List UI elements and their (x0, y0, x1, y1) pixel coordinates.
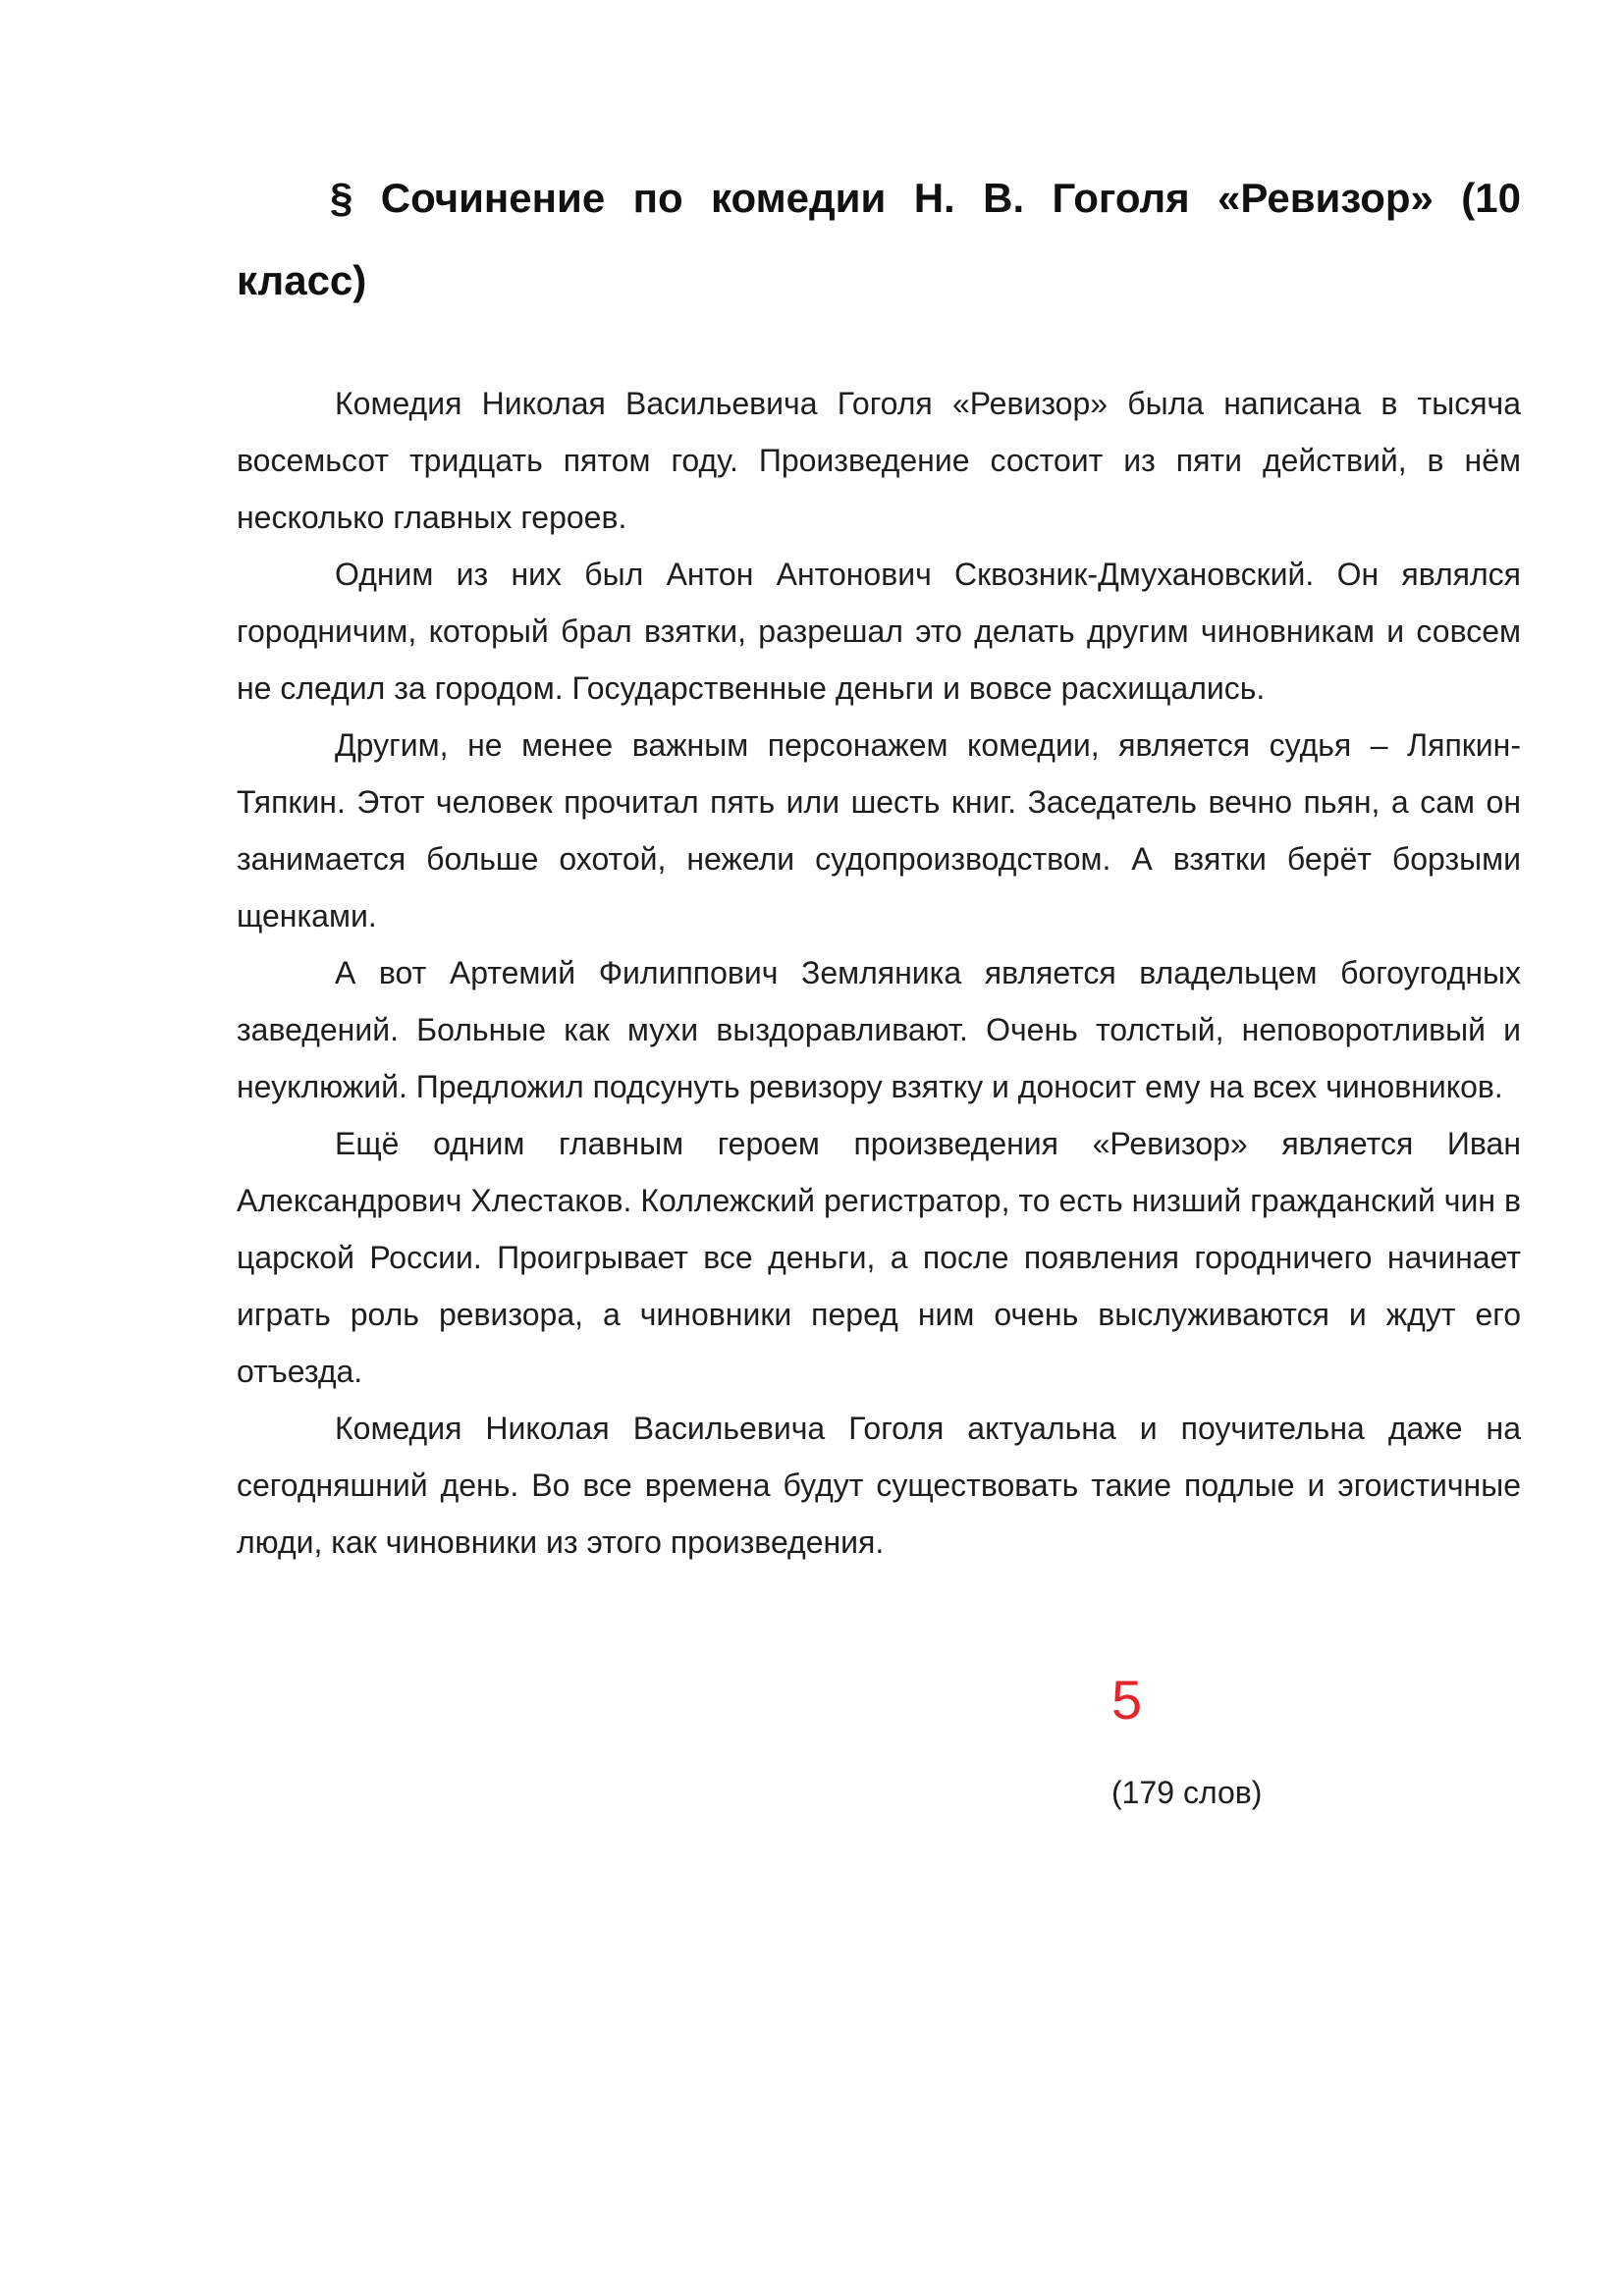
word-count: (179 слов) (1111, 1775, 1263, 1810)
essay-paragraph: Одним из них был Антон Антонович Сквозник-Дмухановский. Он являлся городничим, который брал взятки, разрешал это делать другим чиновникам и совсем не следил за городом. Государственные деньги и вовсе расхищались. (237, 557, 1521, 706)
document-page (237, 157, 1521, 1571)
essay-paragraph: Ещё одним главным героем произведения «Ревизор» является Иван Александрович Хлестаков. Коллежский регистратор, то есть низший гражданский чин в царской России. Проигрывает все деньги, а после появления городничего начинает играть роль ревизора, а чиновники перед ним очень выслуживаются и ждут его отъезда. (237, 1126, 1521, 1389)
essay-paragraph: Комедия Николая Васильевича Гоголя актуальна и поучительна даже на сегодняшний день. Во все времена будут существовать такие подлые и эгоистичные люди, как чиновники из этого произведения. (237, 1411, 1521, 1560)
essay-body (237, 375, 1521, 1571)
essay-paragraph: Другим, не менее важным персонажем комедии, является судья – Ляпкин-Тяпкин. Этот человек прочитал пять или шесть книг. Заседатель вечно пьян, а сам он занимается больше охотой, нежели судопроизводством. А взятки берёт борзыми щенками. (237, 727, 1521, 934)
essay-paragraph: Комедия Николая Васильевича Гоголя «Ревизор» была написана в тысяча восемьсот тридцать пятом году. Произведение состоит из пяти действий, в нём несколько главных героев. (237, 386, 1521, 535)
essay-paragraph: А вот Артемий Филиппович Земляника является владельцем богоугодных заведений. Больные как мухи выздоравливают. Очень толстый, неповоротливый и неуклюжий. Предложил подсунуть ревизору взятку и доносит ему на всех чиновников. (237, 955, 1521, 1104)
document-title: § Сочинение по комедии Н. В. Гоголя «Ревизор» (10 класс) (237, 175, 1521, 303)
grade-mark: 5 (1111, 1669, 1143, 1731)
